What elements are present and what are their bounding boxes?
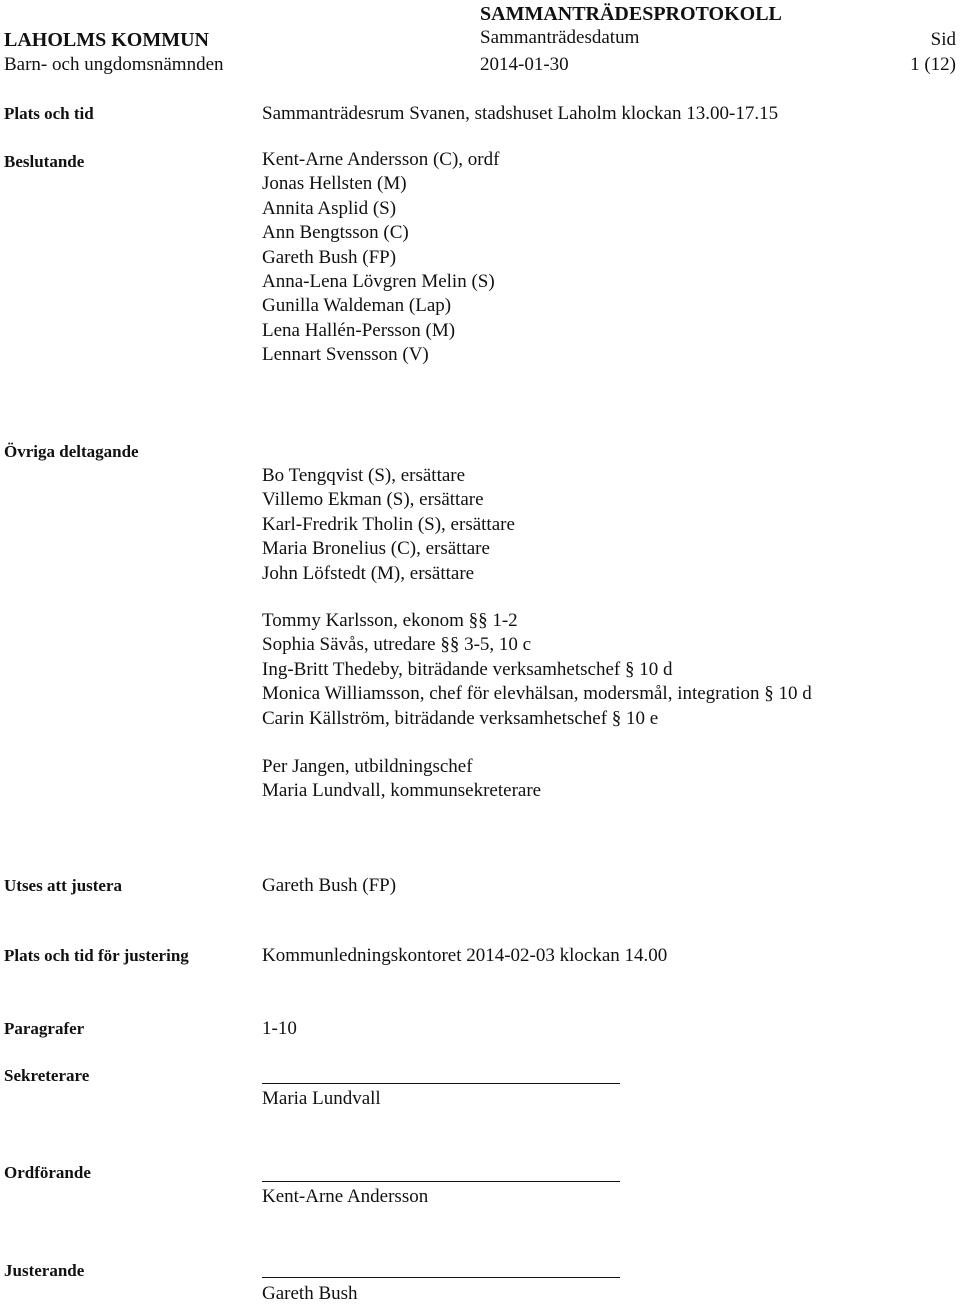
list-item: Karl-Fredrik Tholin (S), ersättare <box>262 513 515 535</box>
list-item: Maria Lundvall, kommunsekreterare <box>262 780 542 802</box>
meeting-date-label: Sammanträdesdatum <box>480 27 640 48</box>
paragraphs-value: 1-10 <box>262 1018 297 1039</box>
chair-name: Kent-Arne Andersson <box>262 1186 429 1207</box>
secretary-name: Maria Lundvall <box>262 1088 381 1109</box>
others-label: Övriga deltagande <box>4 442 139 461</box>
list-item: Ann Bengtsson (C) <box>262 222 409 244</box>
list-item: Gareth Bush (FP) <box>262 246 397 268</box>
list-item: Gunilla Waldeman (Lap) <box>262 295 452 317</box>
place-time-value: Sammanträdesrum Svanen, stadshuset Laholm klockan 13.00-17.15 <box>262 103 779 124</box>
place-time-label: Plats och tid <box>4 104 94 123</box>
substitutes-list <box>262 464 515 586</box>
list-item: Bo Tengqvist (S), ersättare <box>262 465 466 486</box>
list-item: Sophia Sävås, utredare §§ 3-5, 10 c <box>262 634 532 656</box>
page-number: 1 (12) <box>910 54 956 75</box>
list-item: Kent-Arne Andersson (C), ordf <box>262 149 500 170</box>
adjuster-label: Utses att justera <box>4 876 123 895</box>
adjuster-sign-name: Gareth Bush <box>262 1283 358 1304</box>
chair-label: Ordförande <box>4 1163 91 1182</box>
deciding-label: Beslutande <box>4 152 85 171</box>
deciding-members-list <box>262 148 499 368</box>
list-item: Carin Källström, biträdande verksamhetschef § 10 e <box>262 707 659 729</box>
document-type: SAMMANTRÄDESPROTOKOLL <box>480 3 782 25</box>
list-item: Anna-Lena Lövgren Melin (S) <box>262 270 495 292</box>
list-item: Lennart Svensson (V) <box>262 344 429 366</box>
adjust-place-value: Kommunledningskontoret 2014-02-03 klockan 14.00 <box>262 945 668 966</box>
chair-signature-line <box>262 1181 620 1182</box>
list-item: Monica Williamsson, chef för elevhälsan, modersmål, integration § 10 d <box>262 683 812 705</box>
adjuster-signature-line <box>262 1277 620 1278</box>
list-item: Jonas Hellsten (M) <box>262 173 407 195</box>
staff-list <box>262 755 541 804</box>
list-item: Lena Hallén-Persson (M) <box>262 319 456 341</box>
adjuster-sign-label: Justerande <box>4 1261 85 1280</box>
list-item: Annita Asplid (S) <box>262 197 397 219</box>
board-name: Barn- och ungdomsnämnden <box>4 54 224 75</box>
list-item: Tommy Karlsson, ekonom §§ 1-2 <box>262 610 518 631</box>
org-name: LAHOLMS KOMMUN <box>4 29 209 51</box>
paragraphs-label: Paragrafer <box>4 1019 85 1038</box>
list-item: John Löfstedt (M), ersättare <box>262 562 475 584</box>
page-label: Sid <box>930 29 956 50</box>
meeting-date: 2014-01-30 <box>480 54 569 75</box>
list-item: Ing-Britt Thedeby, biträdande verksamhetschef § 10 d <box>262 658 673 680</box>
secretary-label: Sekreterare <box>4 1066 90 1085</box>
list-item: Villemo Ekman (S), ersättare <box>262 489 484 511</box>
list-item: Maria Bronelius (C), ersättare <box>262 538 490 560</box>
officials-list <box>262 609 812 731</box>
adjuster-value: Gareth Bush (FP) <box>262 875 397 896</box>
adjust-place-label: Plats och tid för justering <box>4 946 189 965</box>
secretary-signature-line <box>262 1083 620 1084</box>
list-item: Per Jangen, utbildningschef <box>262 756 473 777</box>
